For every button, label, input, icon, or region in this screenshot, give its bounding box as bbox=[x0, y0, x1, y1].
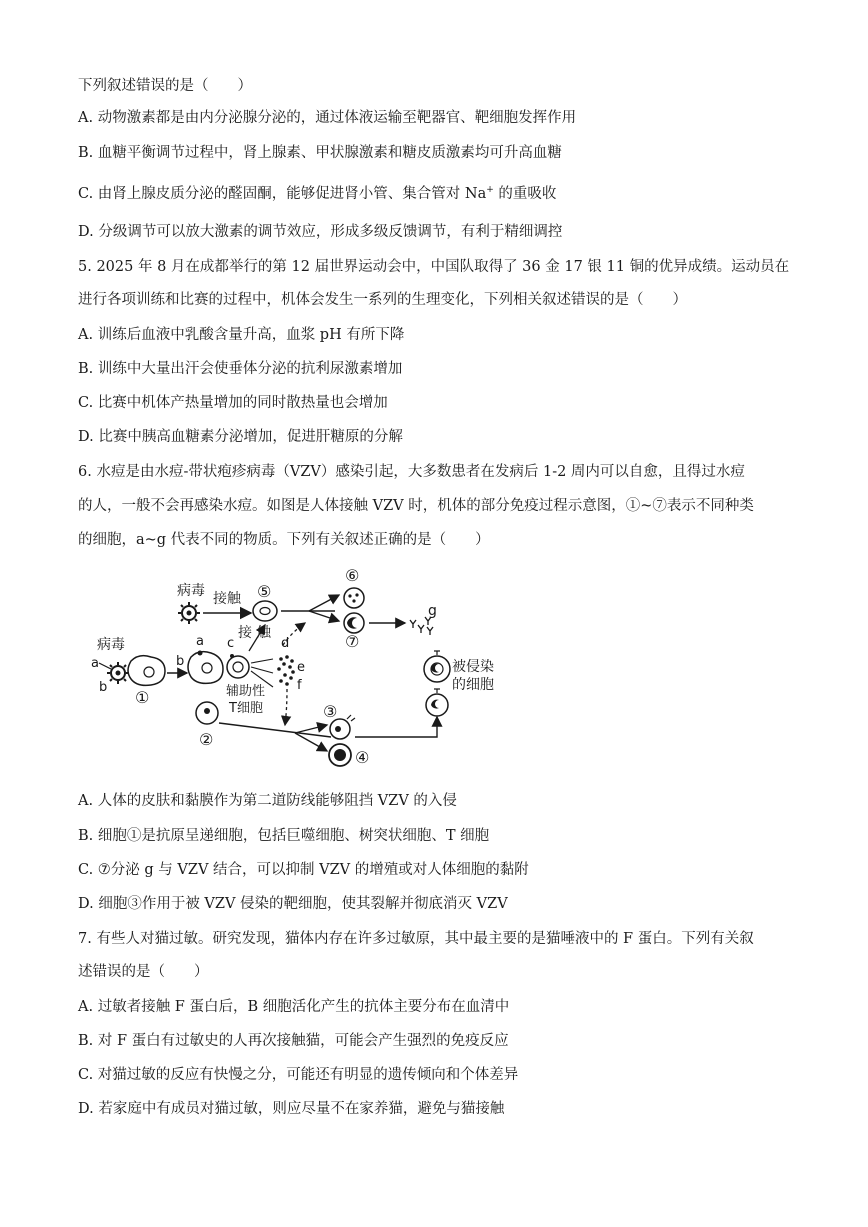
label-b-left: b bbox=[99, 680, 108, 695]
label-c: c bbox=[227, 636, 235, 651]
cell-2 bbox=[196, 702, 218, 724]
virus-left-icon bbox=[107, 662, 129, 684]
label-infected-line1: 被侵染 bbox=[452, 659, 494, 675]
cytokine-dots bbox=[277, 655, 295, 686]
q4-option-c-text: C. 由肾上腺皮质分泌的醛固酮，能够促进肾小管、集合管对 Na bbox=[78, 185, 487, 202]
q6-stem-line1: 6. 水痘是由水痘-带状疱疹病毒（VZV）感染引起，大多数患者在发病后 1-2 周内可以自愈，且得过水痘 bbox=[78, 464, 745, 480]
label-b-mid: b bbox=[176, 654, 185, 669]
helper-t-cell bbox=[227, 654, 249, 678]
line-2-branch bbox=[219, 723, 331, 737]
arrow-5-to-6 bbox=[309, 595, 339, 611]
q7-option-d: D. 若家庭中有成员对猫过敏，则应尽量不在家养猫，避免与猫接触 bbox=[78, 1101, 505, 1117]
antibody-g-icon bbox=[410, 617, 433, 635]
infected-cell-top bbox=[424, 651, 450, 682]
cell-7 bbox=[344, 613, 364, 633]
q5-option-c: C. 比赛中机体产热量增加的同时散热量也会增加 bbox=[78, 395, 388, 411]
label-f: f bbox=[297, 678, 302, 693]
arrow-2-to-3 bbox=[295, 725, 327, 733]
virus-top-icon bbox=[178, 602, 200, 624]
label-cell-2: ② bbox=[199, 730, 214, 749]
label-contact-mid: 接 bbox=[238, 625, 252, 641]
label-cell-6: ⑥ bbox=[345, 566, 360, 585]
label-helper-line1: 辅助性 bbox=[226, 684, 266, 699]
q4-option-c-superscript: + bbox=[486, 185, 494, 195]
q4-stem: 下列叙述错误的是（ ） bbox=[78, 78, 252, 94]
label-d: d bbox=[281, 636, 290, 651]
helper-secretion-lines bbox=[251, 659, 273, 687]
q6-option-a: A. 人体的皮肤和黏膜作为第二道防线能够阻挡 VZV 的入侵 bbox=[78, 793, 457, 809]
q6-option-c: C. ⑦分泌 g 与 VZV 结合，可以抑制 VZV 的增殖或对人体细胞的黏附 bbox=[78, 862, 529, 878]
label-e: e bbox=[297, 660, 305, 675]
q6-stem-line3: 的细胞，a~g 代表不同的物质。下列有关叙述正确的是（ ） bbox=[78, 532, 490, 548]
q6-stem-line2: 的人，一般不会再感染水痘。如图是人体接触 VZV 时，机体的部分免疫过程示意图，①~⑦表示不同种类 bbox=[78, 498, 754, 514]
label-cell-4: ④ bbox=[355, 748, 370, 767]
q4-option-c-tail: 的重吸收 bbox=[493, 185, 557, 202]
q5-stem-line1: 5. 2025 年 8 月在成都举行的第 12 届世界运动会中，中国队取得了 36 金 17 银 11 铜的优异成绩。运动员在 bbox=[78, 259, 790, 275]
label-cell-3: ③ bbox=[323, 702, 338, 721]
arrow-5-to-7 bbox=[309, 611, 339, 621]
q4-option-c bbox=[78, 180, 556, 204]
label-cell-1: ① bbox=[135, 688, 150, 707]
q4-option-a: A. 动物激素都是由内分泌腺分泌的，通过体液运输至靶器官、靶细胞发挥作用 bbox=[78, 110, 577, 126]
q6-option-d: D. 细胞③作用于被 VZV 侵染的靶细胞，使其裂解并彻底消灭 VZV bbox=[78, 896, 508, 912]
q5-option-d: D. 比赛中胰高血糖素分泌增加，促进肝糖原的分解 bbox=[78, 429, 403, 445]
q4-option-b: B. 血糖平衡调节过程中，肾上腺素、甲状腺激素和糖皮质激素均可升高血糖 bbox=[78, 145, 562, 161]
label-cell-7: ⑦ bbox=[345, 632, 360, 651]
label-g: g bbox=[428, 603, 437, 619]
q7-option-c: C. 对猫过敏的反应有快慢之分，可能还有明显的遗传倾向和个体差异 bbox=[78, 1067, 519, 1083]
cell-1-apc bbox=[128, 656, 165, 686]
label-virus-left: 病毒 bbox=[97, 637, 125, 653]
arrow-cytokine-down bbox=[285, 689, 287, 725]
q7-option-b: B. 对 F 蛋白有过敏史的人再次接触猫，可能会产生强烈的免疫反应 bbox=[78, 1033, 509, 1049]
label-a-left: a bbox=[91, 656, 99, 671]
label-contact-top: 接触 bbox=[213, 591, 241, 607]
label-helper-line2: T细胞 bbox=[229, 701, 263, 716]
immune-process-figure bbox=[85, 565, 525, 775]
infected-cell-bottom bbox=[426, 689, 448, 716]
q5-stem-line2: 进行各项训练和比赛的过程中，机体会发生一系列的生理变化，下列相关叙述错误的是（ ） bbox=[78, 292, 687, 308]
q7-stem-line1: 7. 有些人对猫过敏。研究发现，猫体内存在许多过敏原，其中最主要的是猫唾液中的 F 蛋白。下列有关叙 bbox=[78, 931, 754, 947]
label-virus-top: 病毒 bbox=[177, 583, 205, 599]
label-a-mid: a bbox=[196, 634, 204, 649]
label-contact-mid2: 触 bbox=[257, 625, 271, 641]
q6-option-b: B. 细胞①是抗原呈递细胞，包括巨噬细胞、树突状细胞、T 细胞 bbox=[78, 828, 490, 844]
cell-5 bbox=[253, 601, 277, 621]
cell-4 bbox=[329, 744, 351, 766]
q7-option-a: A. 过敏者接触 F 蛋白后，B 细胞活化产生的抗体主要分布在血清中 bbox=[78, 999, 510, 1015]
q5-option-a: A. 训练后血液中乳酸含量升高，血浆 pH 有所下降 bbox=[78, 327, 405, 343]
label-cell-5: ⑤ bbox=[257, 582, 272, 601]
q5-option-b: B. 训练中大量出汗会使垂体分泌的抗利尿激素增加 bbox=[78, 361, 403, 377]
cell-6 bbox=[344, 588, 364, 608]
arrow-3-to-infected bbox=[355, 717, 437, 737]
pointer-a-left bbox=[99, 663, 111, 669]
label-infected-line2: 的细胞 bbox=[452, 677, 494, 693]
q7-stem-line2: 述错误的是（ ） bbox=[78, 964, 209, 980]
q4-option-d: D. 分级调节可以放大激素的调节效应，形成多级反馈调节，有利于精细调控 bbox=[78, 224, 563, 240]
presenting-cell bbox=[188, 651, 223, 684]
